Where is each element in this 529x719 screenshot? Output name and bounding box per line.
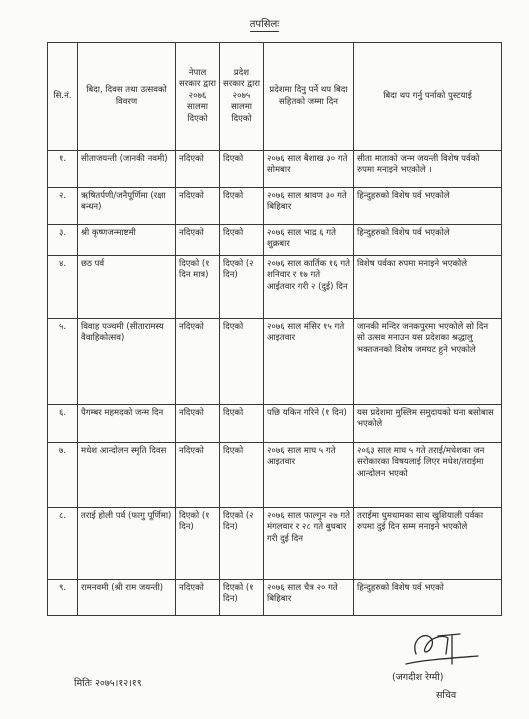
cell-province: दिएको bbox=[220, 188, 264, 225]
cell-nepal: नदिएको bbox=[176, 405, 220, 443]
cell-province: दिएको bbox=[220, 151, 264, 188]
cell-nepal: नदिएको bbox=[176, 151, 220, 188]
cell-days: २०७६ साल फाल्गुन २७ गते मंगलवार र २८ गते बुधबार गरी दुई दिन bbox=[264, 508, 354, 580]
cell-reason: २०६३ साल माघ ५ गते तराई/मधेशका जन सरोकारका विषयलाई लिएर मधेश/तराईमा आन्दोलन भएको bbox=[354, 443, 502, 508]
cell-serial: १. bbox=[48, 151, 78, 188]
table-row bbox=[48, 580, 502, 616]
cell-event: छठ पर्व bbox=[78, 256, 176, 319]
cell-days: २०७६ साल चैत्र २० गते बिहिबार bbox=[264, 580, 354, 616]
cell-event: श्री कृष्णजन्माष्टमी bbox=[78, 225, 176, 256]
cell-province: दिएको bbox=[220, 319, 264, 405]
cell-days: २०७६ साल श्रावण ३० गते बिहिबार bbox=[264, 188, 354, 225]
cell-days: २०७६ साल मंसिर १५ गते आइतवार bbox=[264, 319, 354, 405]
holiday-table bbox=[47, 42, 502, 616]
table-row bbox=[48, 405, 502, 443]
table-row bbox=[48, 256, 502, 319]
table-row bbox=[48, 151, 502, 188]
cell-days: पछि यकिन गरिने (१ दिन) bbox=[264, 405, 354, 443]
header-nepal-govt: नेपाल सरकार द्वारा २०७६ सालमा दिएको bbox=[176, 43, 220, 151]
signer-name: (जगदीश रेग्मी) bbox=[392, 672, 444, 683]
cell-days: २०७६ साल भाद्र ६ गते शुक्रबार bbox=[264, 225, 354, 256]
cell-serial: ८. bbox=[48, 508, 78, 580]
cell-event: मधेश आन्दोलन स्मृति दिवस bbox=[78, 443, 176, 508]
cell-serial: ६. bbox=[48, 405, 78, 443]
header-event: बिदा, दिवस तथा उत्सवको विवरण bbox=[78, 43, 176, 151]
cell-province: दिएको (१ दिन) bbox=[220, 580, 264, 616]
header-province-govt: प्रदेश सरकार द्वारा २०७५ सालमा दिएको bbox=[220, 43, 264, 151]
cell-event: तराई होली पर्व (फागु पूर्णिमा) bbox=[78, 508, 176, 580]
cell-province: दिएको (२ दिन) bbox=[220, 256, 264, 319]
cell-nepal: नदिएको bbox=[176, 188, 220, 225]
cell-nepal: दिएको (१ दिन) bbox=[176, 508, 220, 580]
cell-nepal: नदिएको bbox=[176, 225, 220, 256]
header-total-days: प्रदेशमा दिनु पर्ने थप बिदा सहितको जम्मा दिन bbox=[264, 43, 354, 151]
cell-nepal: नदिएको bbox=[176, 443, 220, 508]
cell-serial: ३. bbox=[48, 225, 78, 256]
cell-event: ऋषितर्पणी/जनैपूर्णिमा (रक्षा बन्धन) bbox=[78, 188, 176, 225]
cell-reason: तराईमा धुमधामका साथ खुशियाली पर्वका रुपमा दुई दिन सम्म मनाइने भएकोले bbox=[354, 508, 502, 580]
table-row bbox=[48, 319, 502, 405]
cell-event: विवाह पञ्चमी (सीतारामस्य वैवाहिकोत्सव) bbox=[78, 319, 176, 405]
cell-nepal: नदिएको bbox=[176, 580, 220, 616]
cell-reason: हिन्दुहरुको विशेष पर्व भएकोले bbox=[354, 225, 502, 256]
cell-event: रामनवमी (श्री राम जयन्ती) bbox=[78, 580, 176, 616]
table-row bbox=[48, 443, 502, 508]
cell-nepal: दिएको (१ दिन मात्र) bbox=[176, 256, 220, 319]
cell-province: दिएको bbox=[220, 405, 264, 443]
cell-days: २०७६ साल माघ ५ गते आइतवार bbox=[264, 443, 354, 508]
cell-serial: ५. bbox=[48, 319, 78, 405]
table-header-row bbox=[48, 43, 502, 151]
header-justification: बिदा थप गर्नु पर्नाको पुस्टयाई bbox=[354, 43, 502, 151]
cell-serial: ४. bbox=[48, 256, 78, 319]
cell-province: दिएको (२ दिन) bbox=[220, 508, 264, 580]
cell-reason: सीता माताको जन्म जयन्ती विशेष पर्वको रुपमा मनाइने भएकोले । bbox=[354, 151, 502, 188]
header-serial: सि.नं. bbox=[48, 43, 78, 151]
footer-date: मितिः २०७५।१२।१९ bbox=[74, 678, 142, 689]
cell-province: दिएको bbox=[220, 225, 264, 256]
table-row bbox=[48, 225, 502, 256]
page-heading bbox=[0, 16, 529, 30]
cell-serial: ७. bbox=[48, 443, 78, 508]
signer-title: सचिव bbox=[436, 690, 457, 701]
cell-reason: हिन्दुहरुको विशेष पर्व भएकोले bbox=[354, 188, 502, 225]
heading-text: तपसिलः bbox=[249, 19, 280, 30]
cell-province: दिएको bbox=[220, 443, 264, 508]
cell-reason: हिन्दुहरुको विशेष पर्व भएको bbox=[354, 580, 502, 616]
table-row bbox=[48, 188, 502, 225]
cell-reason: जानकी मन्दिर जनकपुरमा भएकोले सो दिन सो उत्सव मनाउन यस प्रदेशका श्रद्धालु भक्तजनको विशेष जमघट हुने भएकोले bbox=[354, 319, 502, 405]
cell-serial: २. bbox=[48, 188, 78, 225]
cell-reason: विशेष पर्वका रुपमा मनाइने भएकोले bbox=[354, 256, 502, 319]
cell-event: पैगम्बर महमदको जन्म दिन bbox=[78, 405, 176, 443]
signature-mark bbox=[402, 624, 482, 674]
cell-days: २०७६ साल कार्तिक १६ गते शनिवार र १७ गते आईतवार गरी २ (दुई) दिन bbox=[264, 256, 354, 319]
table-row bbox=[48, 508, 502, 580]
cell-event: सीताजयन्ती (जानकी नवमी) bbox=[78, 151, 176, 188]
cell-serial: ९. bbox=[48, 580, 78, 616]
cell-days: २०७६ साल बैशाख ३० गते सोमबार bbox=[264, 151, 354, 188]
cell-nepal: नदिएको bbox=[176, 319, 220, 405]
cell-reason: यस प्रदेशमा मुस्लिम समुदायको घना बसोबास भएकोले bbox=[354, 405, 502, 443]
